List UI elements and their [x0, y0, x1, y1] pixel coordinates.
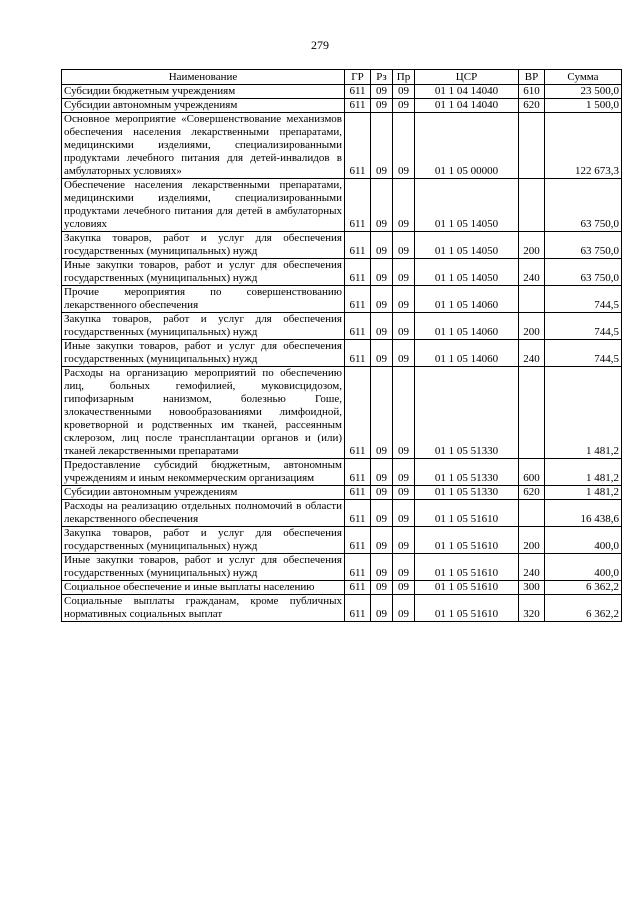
cell-gr: 611: [345, 459, 371, 486]
cell-vr: [519, 286, 545, 313]
cell-pr: 09: [393, 500, 415, 527]
cell-gr: 611: [345, 286, 371, 313]
cell-rz: 09: [371, 340, 393, 367]
page-number: 279: [311, 38, 329, 52]
cell-gr: 611: [345, 99, 371, 113]
cell-sum: 6 362,2: [545, 595, 622, 622]
cell-csr: 01 1 05 14050: [415, 179, 519, 232]
cell-name: Закупка товаров, работ и услуг для обеспечения государственных (муниципальных) нужд: [62, 313, 345, 340]
cell-rz: 09: [371, 554, 393, 581]
cell-rz: 09: [371, 581, 393, 595]
table-row: [62, 367, 622, 459]
cell-sum: 1 500,0: [545, 99, 622, 113]
cell-sum: 63 750,0: [545, 259, 622, 286]
cell-gr: 611: [345, 85, 371, 99]
cell-sum: 1 481,2: [545, 459, 622, 486]
table-header-row: [62, 70, 622, 85]
cell-vr: 200: [519, 232, 545, 259]
cell-vr: 240: [519, 259, 545, 286]
table-row: [62, 527, 622, 554]
cell-name: Прочие мероприятия по совершенствованию лекарственного обеспечения: [62, 286, 345, 313]
cell-gr: 611: [345, 486, 371, 500]
cell-name: Иные закупки товаров, работ и услуг для обеспечения государственных (муниципальных) нужд: [62, 554, 345, 581]
table-row: [62, 459, 622, 486]
header-pr: Пр: [393, 70, 415, 85]
cell-rz: 09: [371, 595, 393, 622]
header-csr: ЦСР: [415, 70, 519, 85]
cell-pr: 09: [393, 99, 415, 113]
cell-rz: 09: [371, 367, 393, 459]
cell-gr: 611: [345, 340, 371, 367]
cell-csr: 01 1 05 51330: [415, 367, 519, 459]
cell-csr: 01 1 05 51330: [415, 486, 519, 500]
cell-rz: 09: [371, 113, 393, 179]
header-sum: Сумма: [545, 70, 622, 85]
cell-name: Закупка товаров, работ и услуг для обеспечения государственных (муниципальных) нужд: [62, 527, 345, 554]
cell-name: Социальные выплаты гражданам, кроме публичных нормативных социальных выплат: [62, 595, 345, 622]
header-vr: ВР: [519, 70, 545, 85]
cell-rz: 09: [371, 486, 393, 500]
cell-sum: 400,0: [545, 527, 622, 554]
cell-pr: 09: [393, 459, 415, 486]
cell-rz: 09: [371, 313, 393, 340]
cell-name: Иные закупки товаров, работ и услуг для обеспечения государственных (муниципальных) нужд: [62, 259, 345, 286]
cell-rz: 09: [371, 459, 393, 486]
cell-name: Социальное обеспечение и иные выплаты населению: [62, 581, 345, 595]
cell-csr: 01 1 04 14040: [415, 85, 519, 99]
table-row: [62, 99, 622, 113]
table-row: [62, 113, 622, 179]
cell-pr: 09: [393, 113, 415, 179]
cell-gr: 611: [345, 581, 371, 595]
cell-pr: 09: [393, 232, 415, 259]
cell-name: Обеспечение населения лекарственными препаратами, медицинскими изделиями, специализированными продуктами лечебного питания для детей в амбулаторных условиях: [62, 179, 345, 232]
cell-gr: 611: [345, 259, 371, 286]
cell-sum: 63 750,0: [545, 232, 622, 259]
cell-name: Субсидии автономным учреждениям: [62, 99, 345, 113]
cell-rz: 09: [371, 99, 393, 113]
cell-name: Расходы на реализацию отдельных полномочий в области лекарственного обеспечения: [62, 500, 345, 527]
cell-csr: 01 1 05 14060: [415, 313, 519, 340]
cell-name: Иные закупки товаров, работ и услуг для обеспечения государственных (муниципальных) нужд: [62, 340, 345, 367]
cell-csr: 01 1 05 14060: [415, 286, 519, 313]
table-row: [62, 286, 622, 313]
cell-pr: 09: [393, 179, 415, 232]
cell-vr: [519, 179, 545, 232]
cell-pr: 09: [393, 554, 415, 581]
cell-rz: 09: [371, 259, 393, 286]
cell-rz: 09: [371, 179, 393, 232]
cell-vr: 320: [519, 595, 545, 622]
cell-sum: 16 438,6: [545, 500, 622, 527]
cell-vr: [519, 500, 545, 527]
cell-pr: 09: [393, 340, 415, 367]
table-row: [62, 595, 622, 622]
cell-csr: 01 1 05 14050: [415, 232, 519, 259]
cell-sum: 6 362,2: [545, 581, 622, 595]
cell-gr: 611: [345, 232, 371, 259]
cell-vr: 600: [519, 459, 545, 486]
header-gr: ГР: [345, 70, 371, 85]
cell-rz: 09: [371, 500, 393, 527]
cell-csr: 01 1 05 51610: [415, 595, 519, 622]
cell-rz: 09: [371, 286, 393, 313]
cell-sum: 744,5: [545, 286, 622, 313]
cell-name: Субсидии бюджетным учреждениям: [62, 85, 345, 99]
cell-sum: 1 481,2: [545, 486, 622, 500]
header-rz: Рз: [371, 70, 393, 85]
cell-vr: 200: [519, 527, 545, 554]
cell-vr: [519, 367, 545, 459]
cell-gr: 611: [345, 367, 371, 459]
budget-table: [61, 69, 622, 622]
cell-gr: 611: [345, 527, 371, 554]
cell-pr: 09: [393, 286, 415, 313]
table-row: [62, 85, 622, 99]
cell-gr: 611: [345, 113, 371, 179]
cell-sum: 63 750,0: [545, 179, 622, 232]
cell-pr: 09: [393, 595, 415, 622]
cell-pr: 09: [393, 486, 415, 500]
cell-vr: 200: [519, 313, 545, 340]
cell-csr: 01 1 04 14040: [415, 99, 519, 113]
cell-name: Основное мероприятие «Совершенствование механизмов обеспечения населения лекарственными препаратами, медицинскими изделиями, специализированными продуктами лечебного питания для детей-инвалидов в амбулаторных условиях»: [62, 113, 345, 179]
cell-vr: 300: [519, 581, 545, 595]
cell-pr: 09: [393, 581, 415, 595]
cell-sum: 400,0: [545, 554, 622, 581]
table-row: [62, 259, 622, 286]
cell-gr: 611: [345, 554, 371, 581]
cell-csr: 01 1 05 51610: [415, 554, 519, 581]
cell-name: Закупка товаров, работ и услуг для обеспечения государственных (муниципальных) нужд: [62, 232, 345, 259]
cell-vr: 240: [519, 340, 545, 367]
cell-gr: 611: [345, 500, 371, 527]
table-row: [62, 340, 622, 367]
table-row: [62, 313, 622, 340]
cell-csr: 01 1 05 51610: [415, 500, 519, 527]
cell-pr: 09: [393, 85, 415, 99]
cell-csr: 01 1 05 51610: [415, 581, 519, 595]
table-row: [62, 179, 622, 232]
cell-rz: 09: [371, 232, 393, 259]
table-row: [62, 500, 622, 527]
cell-gr: 611: [345, 179, 371, 232]
cell-name: Субсидии автономным учреждениям: [62, 486, 345, 500]
cell-sum: 122 673,3: [545, 113, 622, 179]
cell-pr: 09: [393, 313, 415, 340]
table-row: [62, 554, 622, 581]
table-row: [62, 581, 622, 595]
cell-gr: 611: [345, 313, 371, 340]
cell-rz: 09: [371, 527, 393, 554]
table-row: [62, 486, 622, 500]
cell-pr: 09: [393, 367, 415, 459]
cell-name: Предоставление субсидий бюджетным, автономным учреждениям и иным некоммерческим организациям: [62, 459, 345, 486]
table-row: [62, 232, 622, 259]
cell-vr: 620: [519, 486, 545, 500]
cell-sum: 23 500,0: [545, 85, 622, 99]
cell-rz: 09: [371, 85, 393, 99]
cell-vr: 620: [519, 99, 545, 113]
cell-csr: 01 1 05 51330: [415, 459, 519, 486]
cell-csr: 01 1 05 14060: [415, 340, 519, 367]
cell-csr: 01 1 05 51610: [415, 527, 519, 554]
cell-sum: 1 481,2: [545, 367, 622, 459]
cell-csr: 01 1 05 14050: [415, 259, 519, 286]
cell-vr: 610: [519, 85, 545, 99]
cell-gr: 611: [345, 595, 371, 622]
cell-pr: 09: [393, 259, 415, 286]
cell-csr: 01 1 05 00000: [415, 113, 519, 179]
cell-vr: 240: [519, 554, 545, 581]
cell-name: Расходы на организацию мероприятий по обеспечению лиц, больных гемофилией, муковисцидозом, гипофизарным нанизмом, болезнью Гоше, злокачественными новообразованиями лимфоидной, кроветворной и родственных им тканей, рассеянным склерозом, лиц после трансплантации органов и (или) тканей лекарственными препаратами: [62, 367, 345, 459]
header-name: Наименование: [62, 70, 345, 85]
cell-sum: 744,5: [545, 313, 622, 340]
cell-pr: 09: [393, 527, 415, 554]
cell-vr: [519, 113, 545, 179]
cell-sum: 744,5: [545, 340, 622, 367]
